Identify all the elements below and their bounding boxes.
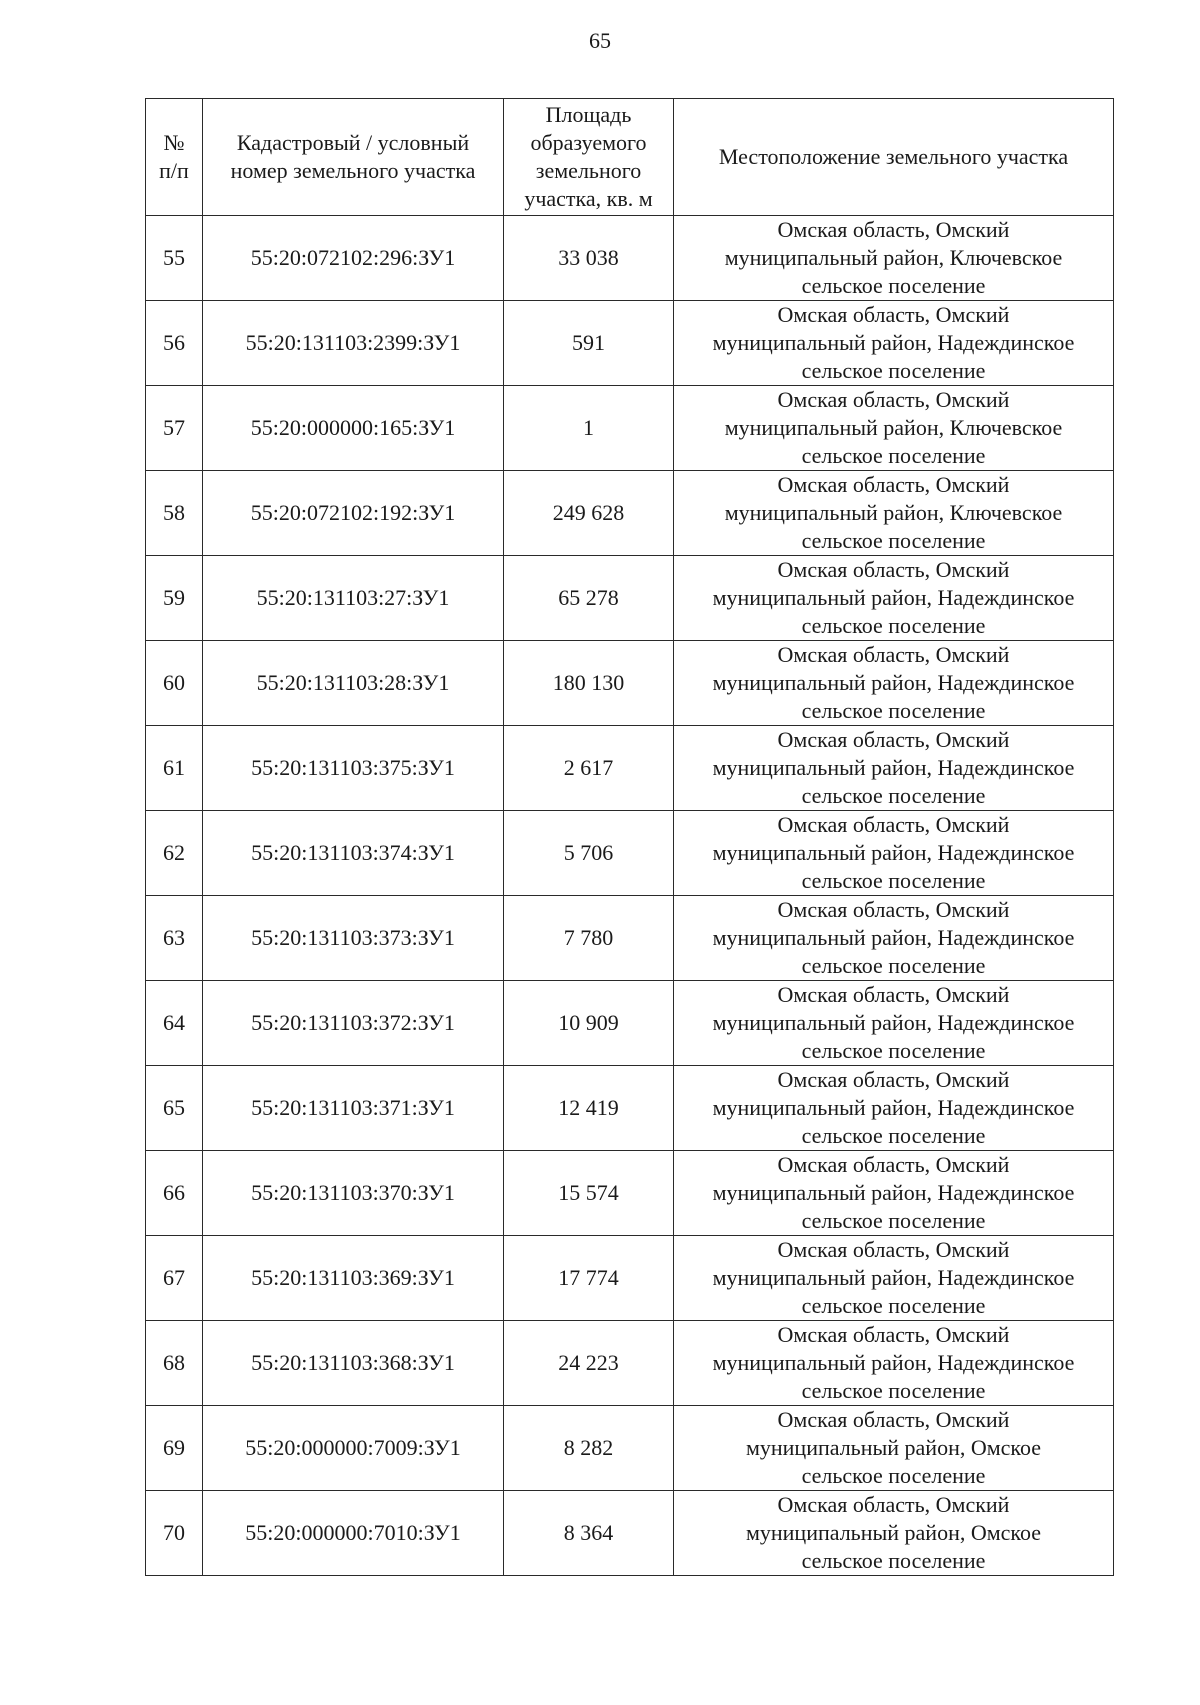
table-row bbox=[146, 301, 1114, 386]
location-line: сельское поселение bbox=[801, 1378, 986, 1403]
location-line: сельское поселение bbox=[801, 358, 986, 383]
row-location bbox=[674, 726, 1114, 811]
row-cadastral: 55:20:131103:370:ЗУ1 bbox=[203, 1151, 504, 1236]
header-row bbox=[146, 99, 1114, 216]
location-line: муниципальный район, Надеждинское bbox=[712, 840, 1075, 865]
row-area: 17 774 bbox=[504, 1236, 674, 1321]
row-area: 65 278 bbox=[504, 556, 674, 641]
row-location bbox=[674, 1066, 1114, 1151]
row-cadastral: 55:20:000000:7009:ЗУ1 bbox=[203, 1406, 504, 1491]
location-line: муниципальный район, Надеждинское bbox=[712, 1180, 1075, 1205]
row-location bbox=[674, 641, 1114, 726]
row-num: 63 bbox=[146, 896, 203, 981]
location-line: сельское поселение bbox=[801, 953, 986, 978]
location-line: Омская область, Омский bbox=[777, 1152, 1010, 1177]
table-row bbox=[146, 1321, 1114, 1406]
header-location: Местоположение земельного участка bbox=[674, 99, 1114, 216]
row-area: 249 628 bbox=[504, 471, 674, 556]
row-location bbox=[674, 1151, 1114, 1236]
row-location bbox=[674, 301, 1114, 386]
table-header bbox=[146, 99, 1114, 216]
row-area: 8 282 bbox=[504, 1406, 674, 1491]
row-area: 15 574 bbox=[504, 1151, 674, 1236]
location-line: Омская область, Омский bbox=[777, 1407, 1010, 1432]
table-row bbox=[146, 556, 1114, 641]
location-line: муниципальный район, Надеждинское bbox=[712, 670, 1075, 695]
row-area: 5 706 bbox=[504, 811, 674, 896]
location-line: Омская область, Омский bbox=[777, 897, 1010, 922]
location-line: сельское поселение bbox=[801, 1463, 986, 1488]
location-line: сельское поселение bbox=[801, 528, 986, 553]
row-cadastral: 55:20:131103:369:ЗУ1 bbox=[203, 1236, 504, 1321]
location-line: Омская область, Омский bbox=[777, 1237, 1010, 1262]
location-line: муниципальный район, Надеждинское bbox=[712, 585, 1075, 610]
row-num: 65 bbox=[146, 1066, 203, 1151]
location-line: сельское поселение bbox=[801, 1208, 986, 1233]
location-line: муниципальный район, Ключевское bbox=[724, 415, 1063, 440]
row-num: 57 bbox=[146, 386, 203, 471]
location-line: сельское поселение bbox=[801, 1123, 986, 1148]
row-num: 70 bbox=[146, 1491, 203, 1576]
table-row bbox=[146, 1151, 1114, 1236]
location-line: муниципальный район, Надеждинское bbox=[712, 1010, 1075, 1035]
location-line: Омская область, Омский bbox=[777, 1067, 1010, 1092]
table-row bbox=[146, 726, 1114, 811]
row-cadastral: 55:20:131103:2399:ЗУ1 bbox=[203, 301, 504, 386]
row-area: 24 223 bbox=[504, 1321, 674, 1406]
location-line: сельское поселение bbox=[801, 783, 986, 808]
row-num: 69 bbox=[146, 1406, 203, 1491]
table-row bbox=[146, 216, 1114, 301]
row-cadastral: 55:20:000000:165:ЗУ1 bbox=[203, 386, 504, 471]
page-number: 65 bbox=[589, 28, 611, 53]
row-cadastral: 55:20:072102:192:ЗУ1 bbox=[203, 471, 504, 556]
location-line: Омская область, Омский bbox=[777, 387, 1010, 412]
row-area: 1 bbox=[504, 386, 674, 471]
row-area: 2 617 bbox=[504, 726, 674, 811]
table-body bbox=[146, 216, 1114, 1576]
row-location bbox=[674, 1321, 1114, 1406]
row-num: 66 bbox=[146, 1151, 203, 1236]
table-row bbox=[146, 1491, 1114, 1576]
row-num: 62 bbox=[146, 811, 203, 896]
table-row bbox=[146, 1066, 1114, 1151]
row-num: 59 bbox=[146, 556, 203, 641]
row-cadastral: 55:20:131103:371:ЗУ1 bbox=[203, 1066, 504, 1151]
location-line: муниципальный район, Омское bbox=[745, 1435, 1042, 1460]
table-row bbox=[146, 641, 1114, 726]
location-line: Омская область, Омский bbox=[777, 557, 1010, 582]
location-line: Омская область, Омский bbox=[777, 812, 1010, 837]
location-line: муниципальный район, Ключевское bbox=[724, 500, 1063, 525]
row-cadastral: 55:20:131103:375:ЗУ1 bbox=[203, 726, 504, 811]
location-line: сельское поселение bbox=[801, 273, 986, 298]
row-num: 56 bbox=[146, 301, 203, 386]
row-location bbox=[674, 471, 1114, 556]
table-row bbox=[146, 386, 1114, 471]
location-line: сельское поселение bbox=[801, 1548, 986, 1573]
row-location bbox=[674, 1491, 1114, 1576]
table-row bbox=[146, 1406, 1114, 1491]
row-num: 55 bbox=[146, 216, 203, 301]
row-cadastral: 55:20:131103:27:ЗУ1 bbox=[203, 556, 504, 641]
location-line: Омская область, Омский bbox=[777, 1492, 1010, 1517]
row-area: 7 780 bbox=[504, 896, 674, 981]
location-line: Омская область, Омский bbox=[777, 642, 1010, 667]
land-plots-table bbox=[145, 98, 1114, 1576]
row-area: 12 419 bbox=[504, 1066, 674, 1151]
row-num: 68 bbox=[146, 1321, 203, 1406]
row-area: 33 038 bbox=[504, 216, 674, 301]
row-num: 58 bbox=[146, 471, 203, 556]
location-line: муниципальный район, Надеждинское bbox=[712, 1350, 1075, 1375]
table-row bbox=[146, 896, 1114, 981]
header-area: Площадь образуемого земельного участка, кв. м bbox=[504, 99, 674, 216]
row-cadastral: 55:20:131103:368:ЗУ1 bbox=[203, 1321, 504, 1406]
row-location bbox=[674, 811, 1114, 896]
location-line: муниципальный район, Ключевское bbox=[724, 245, 1063, 270]
row-num: 67 bbox=[146, 1236, 203, 1321]
location-line: сельское поселение bbox=[801, 613, 986, 638]
row-cadastral: 55:20:131103:372:ЗУ1 bbox=[203, 981, 504, 1066]
location-line: муниципальный район, Надеждинское bbox=[712, 1265, 1075, 1290]
location-line: Омская область, Омский bbox=[777, 982, 1010, 1007]
row-num: 61 bbox=[146, 726, 203, 811]
row-num: 64 bbox=[146, 981, 203, 1066]
location-line: Омская область, Омский bbox=[777, 1322, 1010, 1347]
row-area: 591 bbox=[504, 301, 674, 386]
table-row bbox=[146, 471, 1114, 556]
location-line: Омская область, Омский bbox=[777, 302, 1010, 327]
location-line: Омская область, Омский bbox=[777, 217, 1010, 242]
row-location bbox=[674, 896, 1114, 981]
location-line: муниципальный район, Омское bbox=[745, 1520, 1042, 1545]
row-cadastral: 55:20:131103:374:ЗУ1 bbox=[203, 811, 504, 896]
row-cadastral: 55:20:000000:7010:ЗУ1 bbox=[203, 1491, 504, 1576]
header-cadastral: Кадастровый / условный номер земельного участка bbox=[203, 99, 504, 216]
location-line: муниципальный район, Надеждинское bbox=[712, 1095, 1075, 1120]
row-cadastral: 55:20:131103:28:ЗУ1 bbox=[203, 641, 504, 726]
table-row bbox=[146, 811, 1114, 896]
row-num: 60 bbox=[146, 641, 203, 726]
location-line: сельское поселение bbox=[801, 443, 986, 468]
location-line: сельское поселение bbox=[801, 1038, 986, 1063]
row-area: 10 909 bbox=[504, 981, 674, 1066]
location-line: муниципальный район, Надеждинское bbox=[712, 755, 1075, 780]
table-row bbox=[146, 1236, 1114, 1321]
row-location bbox=[674, 1406, 1114, 1491]
row-location bbox=[674, 386, 1114, 471]
location-line: сельское поселение bbox=[801, 698, 986, 723]
location-line: Омская область, Омский bbox=[777, 472, 1010, 497]
row-cadastral: 55:20:072102:296:ЗУ1 bbox=[203, 216, 504, 301]
row-area: 8 364 bbox=[504, 1491, 674, 1576]
row-area: 180 130 bbox=[504, 641, 674, 726]
table-row bbox=[146, 981, 1114, 1066]
header-num: № п/п bbox=[146, 99, 203, 216]
location-line: муниципальный район, Надеждинское bbox=[712, 330, 1075, 355]
row-location bbox=[674, 1236, 1114, 1321]
location-line: сельское поселение bbox=[801, 868, 986, 893]
row-cadastral: 55:20:131103:373:ЗУ1 bbox=[203, 896, 504, 981]
location-line: сельское поселение bbox=[801, 1293, 986, 1318]
row-location bbox=[674, 216, 1114, 301]
row-location bbox=[674, 556, 1114, 641]
location-line: муниципальный район, Надеждинское bbox=[712, 925, 1075, 950]
location-line: Омская область, Омский bbox=[777, 727, 1010, 752]
row-location bbox=[674, 981, 1114, 1066]
